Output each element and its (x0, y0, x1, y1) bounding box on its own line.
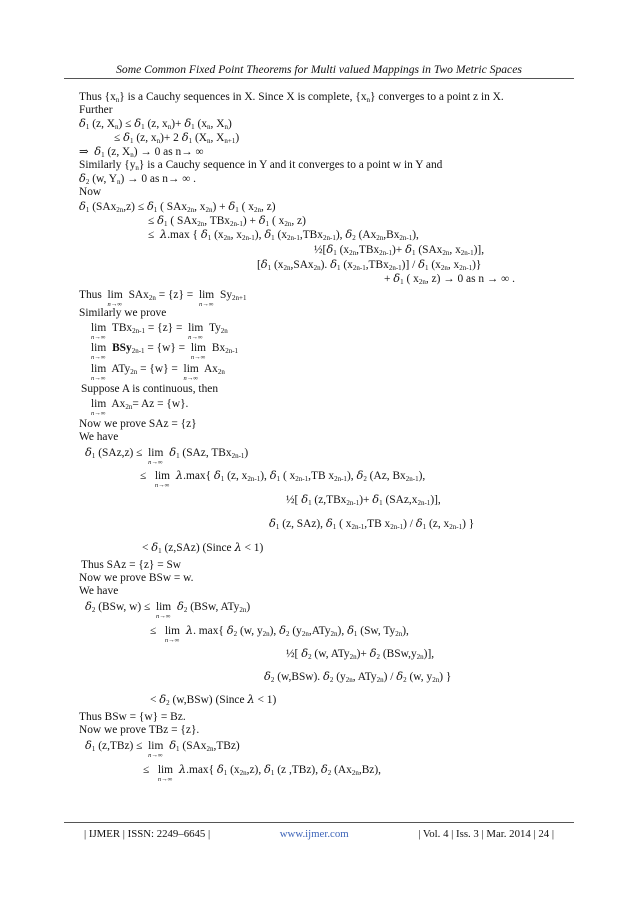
text-line: Now (79, 186, 102, 198)
issue-info: | Vol. 4 | Iss. 3 | Mar. 2014 | 24 | (418, 828, 554, 840)
equation-line: $\delta_2$ (w, $Y_n) \to 0$ as n→ ∞ . (79, 171, 197, 186)
equation-line: ≤ lim n→∞ λ.max{ $\delta_1$ $(x_{2n},z)$, $\delta_1$ (z ,TBz), $\delta_2$ $(Ax_{2n},Bz)$, (143, 762, 381, 783)
equation-line: lim n→∞ $Ax_{2n}= Az = \{w\}$. (91, 398, 189, 417)
equation-line: Thus lim n→∞ SAx$_{2n}$ = {z} = lim n→∞ $Sy_{2n+1}$ (79, 289, 247, 308)
text-line: Now we prove SAz = {z} (79, 418, 197, 430)
equation-line: < $\delta_2$ (w,BSw) (Since λ < 1) (150, 692, 277, 707)
equation-line: ≤ $\delta_1$ ( SAx$_{2n}$, $TBx_{2n-1}) + \delta_1$ ( $x_{2n}$, z) (148, 213, 306, 228)
equation-line: $\delta_1$ (z, $X_n) \le \delta_1$ (z, $x_n)+ \delta_1$ ($x_n$, $X_n$) (79, 116, 232, 131)
equation-line: ≤ $\delta_1$ (z, $x_n)+ 2$ $\delta_1$ ($X_n$, $X_{n+1}$) (114, 130, 240, 145)
footer-rule (64, 822, 574, 823)
equation-line: ½[ $\delta_1$ $(z,TBx_{2n-1})+ \delta_1$ $(SAz,x_{2n-1})$], (286, 492, 441, 507)
equation-line: $\delta_1$ (z, SAz), $\delta_1$ ( $x_{2n-1},TB$ $x_{2n-1}) / \delta_1$ (z, $x_{2n-1}$) } (269, 516, 475, 531)
equation-line: ⇒ $\delta_1$ (z, $X_n) \to 0$ as n→ ∞ (79, 144, 204, 159)
text-line: Similarly $\{y_n\}$ is a Cauchy sequence in Y and it converges to a point w in Y and (79, 159, 443, 172)
journal-link[interactable]: www.ijmer.com (279, 828, 349, 840)
text-line: Further (79, 104, 113, 116)
text-line: Thus BSw = {w} = Bz. (79, 711, 186, 723)
text-line: Thus SAz = {z} = Sw (81, 559, 182, 571)
equation-line: ≤ lim n→∞ λ.max{ $\delta_1$ (z, $x_{2n-1}$), $\delta_1$ ( $x_{2n-1},TB$ $x_{2n-1}$), $\delta_2$ (Az, $Bx_{2n-1}$), (140, 468, 426, 489)
text-line: We have (79, 585, 119, 597)
equation-line: ≤ λ.max { $\delta_1$ ($x_{2n}$, $x_{2n-1}$), $\delta_1$ $(x_{2n-1},TBx_{2n-1})$, $\delta_2$ $(Ax_{2n},Bx_{2n-1})$, (148, 227, 419, 242)
equation-line: $\delta_1$ (SAz,z) ≤ lim n→∞ $\delta_1$ (SAz, TBx$_{2n-1}$) (85, 445, 249, 466)
text-line: Now we prove BSw = w. (79, 572, 194, 584)
equation-line: [$\delta_1$ $(x_{2n},SAx_{2n})$. $\delta_1$ $(x_{2n-1},TBx_{2n-1})] / \delta_1$ ($x_{2n}$, $x_{2n-1}$)} (257, 257, 482, 272)
equation-line: ≤ lim n→∞ λ. max{ $\delta_2$ (w, $y_{2n}$), $\delta_2$ $(y_{2n},ATy_{2n})$, $\delta_1$ (Sw, $Ty_{2n}$), (150, 623, 409, 644)
equation-line: $\delta_2$ (w,BSw). $\delta_2$ ($y_{2n}$, $ATy_{2n}) / \delta_2$ (w, $y_{2n}$) } (264, 669, 452, 684)
text-line: Suppose A is continuous, then (81, 383, 219, 395)
text-line: We have (79, 431, 119, 443)
equation-line: $\delta_1$ (z,TBz) ≤ lim n→∞ $\delta_1$ (SAx$_{2n}$,TBz) (85, 738, 240, 759)
equation-line: lim n→∞ BSy$_{2n-1}$ = {w} = lim n→∞ $Bx_{2n-1}$ (91, 342, 239, 361)
equation-line: ½[ $\delta_2$ (w, $ATy_{2n})+ \delta_2$ $(BSw,y_{2n})$], (286, 646, 435, 661)
equation-line: lim n→∞ TBx$_{2n-1}$ = {z} = lim n→∞ $Ty_{2n}$ (91, 322, 228, 341)
journal-info: | IJMER | ISSN: 2249–6645 | (84, 828, 211, 840)
text-line: Similarly we prove (79, 307, 167, 319)
page-footer (84, 828, 554, 840)
equation-line: lim n→∞ ATy$_{2n}$ = {w} = lim n→∞ $Ax_{2n}$ (91, 363, 225, 382)
header-rule (64, 78, 574, 79)
equation-line: + $\delta_1$ ( $x_{2n}$, z) → 0 as n → ∞ . (384, 271, 515, 286)
equation-line: < $\delta_1$ (z,SAz) (Since λ < 1) (142, 540, 264, 555)
equation-line: $\delta_1$ $(SAx_{2n},z) \le \delta_1$ ( SAx$_{2n}$, $x_{2n}) + \delta_1$ ( $x_{2n}$, z) (79, 199, 276, 214)
text-line: Now we prove TBz = {z}. (79, 724, 200, 736)
text-line: Thus $\{x_n\}$ is a Cauchy sequences in X. Since X is complete, $\{x_n\}$ converges to a point z in X. (79, 91, 504, 104)
running-title: Some Common Fixed Point Theorems for Multi valued Mappings in Two Metric Spaces (116, 63, 522, 76)
equation-line: $\delta_2$ (BSw, w) ≤ lim n→∞ $\delta_2$ (BSw, ATy$_{2n}$) (85, 599, 251, 620)
equation-line: $\frac{1}{2}[\delta_1$ $(x_{2n},TBx_{2n-1})+ \delta_1$ (SAx$_{2n}$, $x_{2n-1}$)], (314, 242, 485, 257)
